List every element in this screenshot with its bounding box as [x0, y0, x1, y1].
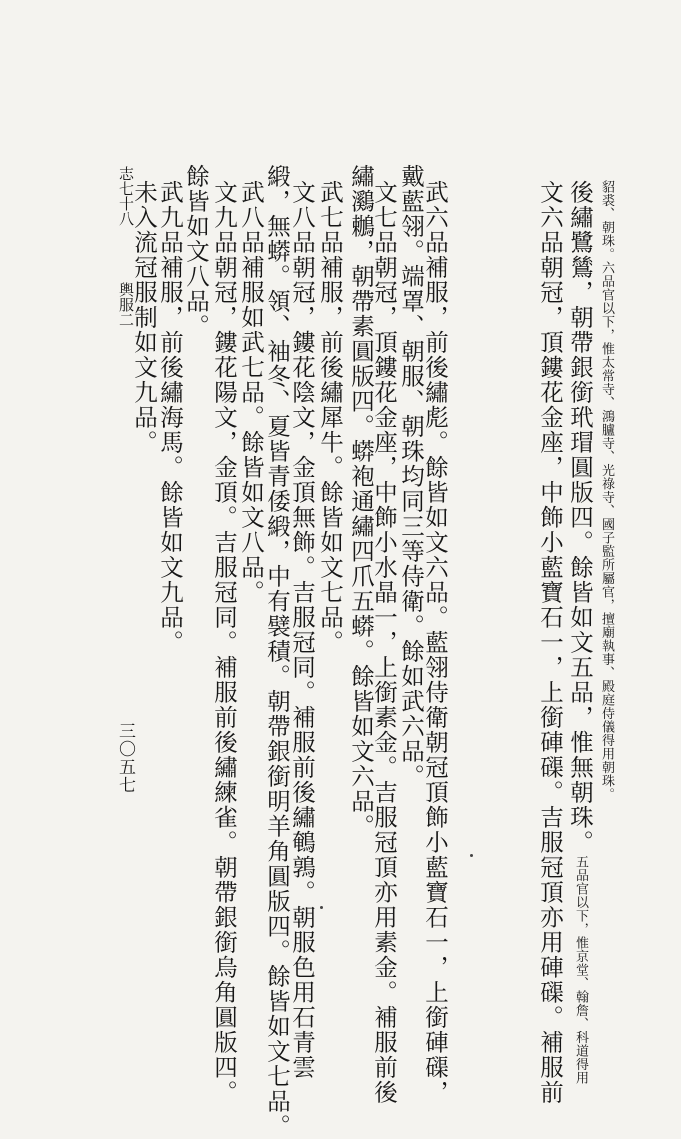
page-number: 三〇五七 — [115, 722, 135, 794]
text-column-7 — [349, 164, 373, 839]
text-column-9 — [290, 180, 314, 1080]
running-header-subject: 輿服二 — [117, 282, 135, 327]
column-text: 文六品朝冠，頂鏤花金座，中飾小藍寶石一，上銜硨磲。吉服冠頂亦用硨磲。補服前 — [536, 180, 564, 1105]
text-column-2 — [568, 180, 592, 1085]
column-text: 繡鸂鶒，朝帶素圓版四。蟒袍通繡四爪五蟒。餘皆如文六品。 — [347, 164, 375, 839]
running-header-section: 志七十八 — [117, 166, 135, 226]
column-text: 未入流冠服制如文九品。 — [130, 180, 158, 455]
print-speck — [470, 854, 473, 857]
column-text: 後繡鷺鷥，朝帶銀銜玳瑁圓版四。餘皆如文五品，惟無朝珠。 — [566, 180, 594, 855]
text-column-15 — [132, 180, 156, 455]
text-column-1 — [538, 180, 562, 1105]
text-column-13 — [184, 164, 208, 339]
text-column-12 — [212, 180, 236, 1105]
text-column-5 — [399, 164, 423, 789]
column-text: 武九品補服，前後繡海馬。餘皆如文九品。 — [156, 180, 184, 655]
column-text: 文七品朝冠，頂鏤花金座，中飾小水晶一，上銜素金。吉服冠頂亦用素金。補服前後 — [370, 180, 398, 1105]
text-column-4 — [423, 180, 447, 1105]
text-column-6 — [372, 180, 396, 1105]
column-text: 武七品補服，前後繡犀牛。餘皆如文七品。 — [316, 180, 344, 655]
column-text: 文八品朝冠，鏤花陰文，金頂無飾。吉服冠同。補服前後繡鵪鶉。朝服色用石青雲 — [288, 180, 316, 1080]
text-column-10 — [265, 164, 289, 1139]
print-speck — [320, 906, 323, 909]
column-text: 武八品補服如武七品。餘皆如文八品。 — [237, 180, 265, 605]
column-note: 五品官以下，惟京堂、翰詹、科道得用 — [573, 855, 588, 1085]
text-column-3 — [594, 180, 618, 801]
column-text: 文九品朝冠，鏤花陽文，金頂。吉服冠同。補服前後繡練雀。朝帶銀銜烏角圓版四。 — [210, 180, 238, 1105]
column-text: 武六品補服，前後繡彪。餘皆如文六品。藍翎侍衛朝冠頂飾小藍寶石一，上銜硨磲， — [421, 180, 449, 1105]
column-text: 餘皆如文八品。 — [182, 164, 210, 339]
text-column-8 — [318, 180, 342, 655]
column-text: 緞，無蟒。領、袖冬、夏皆青倭緞，中有襞積。朝帶銀銜明羊角圓版四。餘皆如文七品。 — [263, 164, 291, 1139]
column-text: 戴藍翎。端罩、朝服、朝珠均同三等侍衛。餘如武六品。 — [397, 164, 425, 789]
text-column-11 — [239, 180, 263, 605]
column-note: 貂裘、朝珠。六品官以下，惟太常寺、鴻臚寺、光祿寺、國子監所屬官，擅廟執事、殿庭侍儀得用朝珠。 — [599, 180, 614, 801]
text-column-14 — [158, 180, 182, 655]
